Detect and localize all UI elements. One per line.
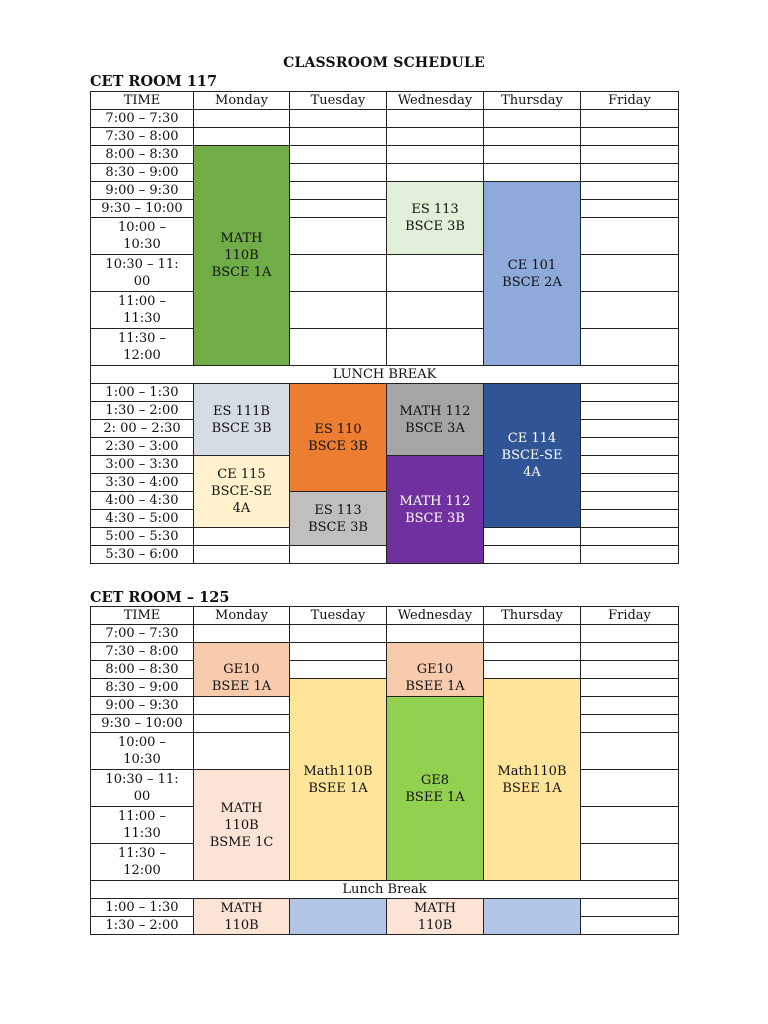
- time-slot-label: 3:30 – 4:00: [105, 475, 179, 490]
- empty-slot-cell: [290, 164, 387, 182]
- class-label: ES 111B BSCE 3B: [211, 403, 272, 436]
- empty-slot-cell: [581, 128, 679, 146]
- empty-slot-cell: [290, 546, 387, 564]
- time-slot-label: 9:00 – 9:30: [105, 698, 179, 713]
- empty-slot-cell: [387, 329, 484, 366]
- empty-slot-cell: [581, 420, 679, 438]
- class-block: [484, 899, 581, 935]
- class-block: [290, 679, 387, 881]
- empty-slot-cell: [387, 110, 484, 128]
- time-slot-cell: [91, 164, 194, 182]
- class-block: [290, 899, 387, 935]
- day-header-tuesday: Tuesday: [290, 92, 387, 110]
- class-label: MATH 112 BSCE 3B: [399, 493, 471, 526]
- day-header-thursday: Thursday: [484, 92, 581, 110]
- class-label: Math110B BSEE 1A: [303, 763, 373, 796]
- empty-slot-cell: [581, 402, 679, 420]
- time-slot-label: 7:30 – 8:00: [105, 129, 179, 144]
- class-block: [290, 384, 387, 492]
- time-slot-label: 7:00 – 7:30: [105, 626, 179, 641]
- time-row: [91, 899, 679, 917]
- time-slot-cell: [91, 110, 194, 128]
- time-row: [91, 255, 679, 292]
- time-slot-cell: [91, 770, 194, 807]
- empty-slot-cell: [581, 182, 679, 200]
- class-label: MATH 110B BSCE 1A: [211, 231, 272, 280]
- empty-slot-cell: [581, 200, 679, 218]
- time-slot-cell: [91, 733, 194, 770]
- empty-slot-cell: [581, 255, 679, 292]
- class-label: ES 113 BSCE 3B: [405, 202, 465, 234]
- empty-slot-cell: [290, 218, 387, 255]
- day-header-monday: Monday: [194, 92, 290, 110]
- time-slot-cell: [91, 661, 194, 679]
- class-label: GE10 BSEE 1A: [211, 662, 272, 694]
- time-slot-cell: [91, 128, 194, 146]
- time-row: [91, 110, 679, 128]
- time-slot-cell: [91, 182, 194, 200]
- class-block: [194, 146, 290, 366]
- class-block: [387, 899, 484, 935]
- empty-slot-cell: [290, 625, 387, 643]
- room-125-title: CET ROOM – 125: [90, 589, 230, 606]
- empty-slot-cell: [581, 733, 679, 770]
- day-header-monday: Monday: [194, 607, 290, 625]
- time-slot-label: 7:00 – 7:30: [105, 111, 179, 126]
- time-slot-cell: [91, 384, 194, 402]
- empty-slot-cell: [484, 146, 581, 164]
- empty-slot-cell: [194, 697, 290, 715]
- empty-slot-cell: [581, 679, 679, 697]
- time-row: [91, 643, 679, 661]
- time-row: [91, 384, 679, 402]
- time-row: [91, 492, 679, 510]
- empty-slot-cell: [387, 164, 484, 182]
- class-label: MATH 110B: [220, 900, 263, 933]
- class-label: CE 114 BSCE-SE 4A: [501, 431, 563, 480]
- time-row: [91, 200, 679, 218]
- class-block: [484, 182, 581, 366]
- time-slot-label: 9:00 – 9:30: [105, 183, 179, 198]
- empty-slot-cell: [290, 292, 387, 329]
- time-slot-cell: [91, 715, 194, 733]
- time-slot-label: 11:00 – 11:30: [117, 809, 167, 841]
- room-125-schedule-table: [90, 606, 679, 935]
- time-slot-cell: [91, 438, 194, 456]
- empty-slot-cell: [581, 528, 679, 546]
- class-label: ES 110 BSCE 3B: [308, 421, 368, 454]
- empty-slot-cell: [387, 146, 484, 164]
- time-slot-cell: [91, 844, 194, 881]
- time-slot-label: 4:30 – 5:00: [105, 511, 179, 526]
- time-slot-cell: [91, 218, 194, 255]
- room-117-title: CET ROOM 117: [90, 73, 218, 90]
- empty-slot-cell: [290, 110, 387, 128]
- empty-slot-cell: [194, 625, 290, 643]
- class-label: CE 115 BSCE-SE 4A: [211, 467, 272, 516]
- class-block: [194, 899, 290, 935]
- time-slot-cell: [91, 492, 194, 510]
- header-row: [91, 607, 679, 625]
- time-row: [91, 128, 679, 146]
- time-slot-label: 11:00 – 11:30: [117, 294, 167, 326]
- time-slot-label: 9:30 – 10:00: [101, 201, 183, 216]
- time-slot-cell: [91, 679, 194, 697]
- lunch-break-label: Lunch Break: [91, 881, 679, 899]
- time-slot-cell: [91, 200, 194, 218]
- empty-slot-cell: [581, 218, 679, 255]
- time-slot-cell: [91, 697, 194, 715]
- empty-slot-cell: [581, 329, 679, 366]
- time-slot-label: 10:30 – 11: 00: [105, 772, 179, 804]
- class-label: CE 101 BSCE 2A: [502, 257, 562, 290]
- empty-slot-cell: [581, 474, 679, 492]
- time-row: [91, 679, 679, 697]
- time-slot-label: 8:30 – 9:00: [105, 165, 179, 180]
- time-slot-label: 1:30 – 2:00: [105, 403, 179, 418]
- empty-slot-cell: [387, 255, 484, 292]
- class-block: [194, 770, 290, 881]
- empty-slot-cell: [581, 456, 679, 474]
- lunch-break-label: LUNCH BREAK: [91, 366, 679, 384]
- time-slot-cell: [91, 625, 194, 643]
- time-slot-label: 10:00 – 10:30: [117, 735, 167, 767]
- time-slot-label: 1:30 – 2:00: [105, 918, 179, 933]
- time-slot-cell: [91, 420, 194, 438]
- empty-slot-cell: [581, 643, 679, 661]
- empty-slot-cell: [581, 917, 679, 935]
- class-block: [194, 643, 290, 697]
- time-slot-label: 8:00 – 8:30: [105, 147, 179, 162]
- empty-slot-cell: [581, 292, 679, 329]
- time-row: [91, 164, 679, 182]
- time-row: [91, 218, 679, 255]
- time-slot-label: 3:00 – 3:30: [105, 457, 179, 472]
- time-row: [91, 329, 679, 366]
- empty-slot-cell: [194, 128, 290, 146]
- class-label: MATH 110B BSME 1C: [209, 800, 274, 850]
- class-label: ES 113 BSCE 3B: [308, 502, 368, 535]
- empty-slot-cell: [581, 844, 679, 881]
- empty-slot-cell: [484, 661, 581, 679]
- time-row: [91, 292, 679, 329]
- empty-slot-cell: [581, 546, 679, 564]
- empty-slot-cell: [581, 697, 679, 715]
- class-block: [194, 384, 290, 456]
- day-header-wednesday: Wednesday: [387, 92, 484, 110]
- day-header-wednesday: Wednesday: [387, 607, 484, 625]
- time-slot-cell: [91, 643, 194, 661]
- empty-slot-cell: [581, 438, 679, 456]
- empty-slot-cell: [484, 625, 581, 643]
- class-label: GE10 BSEE 1A: [405, 662, 465, 694]
- class-block: [387, 643, 484, 697]
- time-header: TIME: [91, 92, 194, 110]
- empty-slot-cell: [581, 807, 679, 844]
- time-row: [91, 661, 679, 679]
- time-header: TIME: [91, 607, 194, 625]
- day-header-tuesday: Tuesday: [290, 607, 387, 625]
- empty-slot-cell: [194, 715, 290, 733]
- day-header-friday: Friday: [581, 607, 679, 625]
- empty-slot-cell: [387, 128, 484, 146]
- empty-slot-cell: [290, 128, 387, 146]
- empty-slot-cell: [484, 110, 581, 128]
- empty-slot-cell: [484, 643, 581, 661]
- empty-slot-cell: [290, 200, 387, 218]
- time-slot-label: 10:00 – 10:30: [117, 220, 167, 252]
- time-slot-cell: [91, 807, 194, 844]
- time-slot-label: 9:30 – 10:00: [101, 716, 183, 731]
- time-slot-cell: [91, 546, 194, 564]
- class-block: [387, 384, 484, 456]
- time-slot-cell: [91, 329, 194, 366]
- class-block: [484, 679, 581, 881]
- time-slot-label: 2: 00 – 2:30: [103, 421, 181, 436]
- empty-slot-cell: [290, 661, 387, 679]
- header-row: [91, 92, 679, 110]
- empty-slot-cell: [387, 625, 484, 643]
- document-title: CLASSROOM SCHEDULE: [283, 55, 485, 71]
- empty-slot-cell: [484, 128, 581, 146]
- empty-slot-cell: [194, 110, 290, 128]
- time-slot-label: 8:00 – 8:30: [105, 662, 179, 677]
- time-slot-label: 10:30 – 11: 00: [105, 257, 179, 289]
- empty-slot-cell: [581, 715, 679, 733]
- room-117-schedule-table: [90, 91, 679, 564]
- class-block: [387, 456, 484, 564]
- time-slot-label: 1:00 – 1:30: [105, 900, 179, 915]
- empty-slot-cell: [581, 110, 679, 128]
- time-row: [91, 146, 679, 164]
- empty-slot-cell: [581, 510, 679, 528]
- empty-slot-cell: [290, 329, 387, 366]
- empty-slot-cell: [581, 625, 679, 643]
- empty-slot-cell: [194, 733, 290, 770]
- time-slot-cell: [91, 474, 194, 492]
- empty-slot-cell: [581, 146, 679, 164]
- time-row: [91, 546, 679, 564]
- day-header-thursday: Thursday: [484, 607, 581, 625]
- lunch-break-row: [91, 366, 679, 384]
- class-block: [290, 492, 387, 546]
- empty-slot-cell: [484, 164, 581, 182]
- empty-slot-cell: [484, 546, 581, 564]
- empty-slot-cell: [290, 643, 387, 661]
- time-slot-cell: [91, 292, 194, 329]
- time-slot-label: 11:30 – 12:00: [117, 846, 167, 878]
- time-slot-label: 5:30 – 6:00: [105, 547, 179, 562]
- empty-slot-cell: [581, 899, 679, 917]
- class-block: [387, 697, 484, 881]
- class-label: GE8 BSEE 1A: [405, 772, 465, 805]
- empty-slot-cell: [194, 546, 290, 564]
- time-slot-cell: [91, 899, 194, 917]
- class-block: [194, 456, 290, 528]
- empty-slot-cell: [290, 182, 387, 200]
- class-label: Math110B BSEE 1A: [497, 763, 567, 796]
- day-header-friday: Friday: [581, 92, 679, 110]
- time-slot-label: 5:00 – 5:30: [105, 529, 179, 544]
- lunch-break-row: [91, 881, 679, 899]
- empty-slot-cell: [387, 292, 484, 329]
- empty-slot-cell: [581, 492, 679, 510]
- time-slot-cell: [91, 456, 194, 474]
- time-slot-label: 2:30 – 3:00: [105, 439, 179, 454]
- time-row: [91, 625, 679, 643]
- time-slot-label: 11:30 – 12:00: [117, 331, 167, 363]
- class-label: MATH 110B: [414, 900, 456, 933]
- class-block: [387, 182, 484, 255]
- empty-slot-cell: [484, 528, 581, 546]
- time-slot-label: 7:30 – 8:00: [105, 644, 179, 659]
- time-slot-cell: [91, 402, 194, 420]
- empty-slot-cell: [581, 661, 679, 679]
- time-slot-cell: [91, 146, 194, 164]
- time-slot-cell: [91, 510, 194, 528]
- time-slot-label: 4:00 – 4:30: [105, 493, 179, 508]
- time-slot-cell: [91, 528, 194, 546]
- time-row: [91, 182, 679, 200]
- empty-slot-cell: [581, 770, 679, 807]
- empty-slot-cell: [290, 255, 387, 292]
- empty-slot-cell: [194, 528, 290, 546]
- time-slot-label: 8:30 – 9:00: [105, 680, 179, 695]
- time-slot-cell: [91, 917, 194, 935]
- empty-slot-cell: [581, 164, 679, 182]
- time-slot-label: 1:00 – 1:30: [105, 385, 179, 400]
- empty-slot-cell: [581, 384, 679, 402]
- time-slot-cell: [91, 255, 194, 292]
- class-label: MATH 112 BSCE 3A: [399, 403, 471, 436]
- empty-slot-cell: [290, 146, 387, 164]
- class-block: [484, 384, 581, 528]
